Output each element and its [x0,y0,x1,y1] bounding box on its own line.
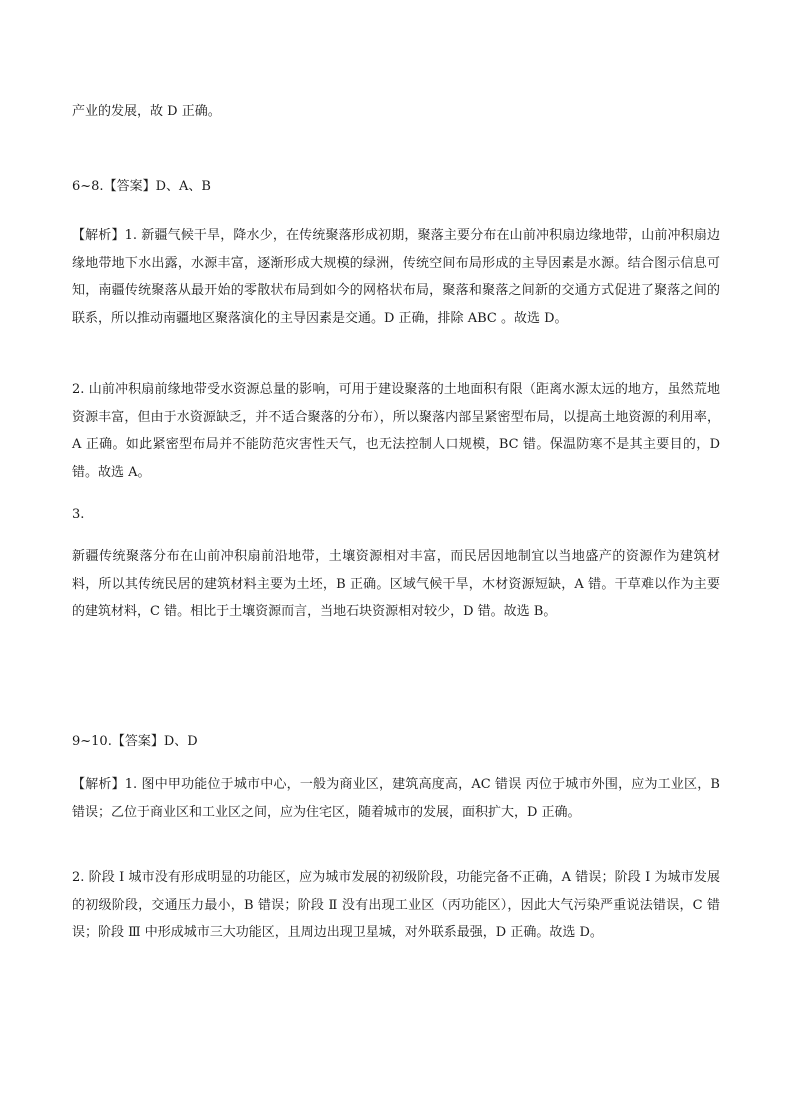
analysis-9-10-part-2: 2. 阶段 I 城市没有形成明显的功能区，应为城市发展的初级阶段，功能完备不正确，A 错误；阶段 I 为城市发展的初级阶段，交通压力最小，B 错误；阶段 Ⅱ 没有出现工业区（丙功能区），因此大气污染严重说法错误，C 错误；阶段 Ⅲ 中形成城市三大功能区，且周边出现卫星城，对外联系最强，D 正确。故选 D。 [72,870,720,940]
analysis-6-8-part-1: 【解析】1. 新疆气候干旱，降水少，在传统聚落形成初期，聚落主要分布在山前冲积扇边缘地带，山前冲积扇边缘地带地下水出露，水源丰富，逐渐形成大规模的绿洲，传统空间布局形成的主导因素是水源。结合图示信息可知，南疆传统聚落从最开始的零散状布局到如今的网格状布局，聚落和聚落之间新的交通方式促进了聚落之间的联系，所以推动南疆地区聚落演化的主导因素是交通。D 正确，排除 ABC 。故选 D。 [72,228,720,326]
analysis-6-8-part-2: 2. 山前冲积扇前缘地带受水资源总量的影响，可用于建设聚落的土地面积有限（距离水源太远的地方，虽然荒地资源丰富，但由于水资源缺乏，并不适合聚落的分布），所以聚落内部呈紧密型布局，以提高土地资源的利用率，A 正确。如此紧密型布局并不能防范灾害性天气，也无法控制人口规模，BC 错。保温防寒不是其主要目的，D 错。故选 A。 [72,382,720,480]
analysis-6-8-part-3: 新疆传统聚落分布在山前冲积扇前沿地带，土壤资源相对丰富，而民居因地制宜以当地盛产的资源作为建筑材料，所以其传统民居的建筑材料主要为土坯，B 正确。区域气候干旱，木材资源短缺，A 错。干草难以作为主要的建筑材料，C 错。相比于土壤资源而言，当地石块资源相对较少，D 错。故选 B。 [72,549,720,619]
answer-heading-6-8: 6~8.【答案】D、A、B [72,179,211,194]
analysis-6-8-part-3-number: 3. [72,507,85,522]
answer-heading-9-10: 9~10.【答案】D、D [72,734,198,749]
analysis-9-10-part-1: 【解析】1. 图中甲功能位于城市中心，一般为商业区，建筑高度高，AC 错误 丙位于城市外围，应为工业区，B 错误；乙位于商业区和工业区之间，应为住宅区，随着城市的发展，面积扩大，D 正确。 [72,777,720,820]
paragraph-continuation: 产业的发展，故 D 正确。 [72,104,221,119]
